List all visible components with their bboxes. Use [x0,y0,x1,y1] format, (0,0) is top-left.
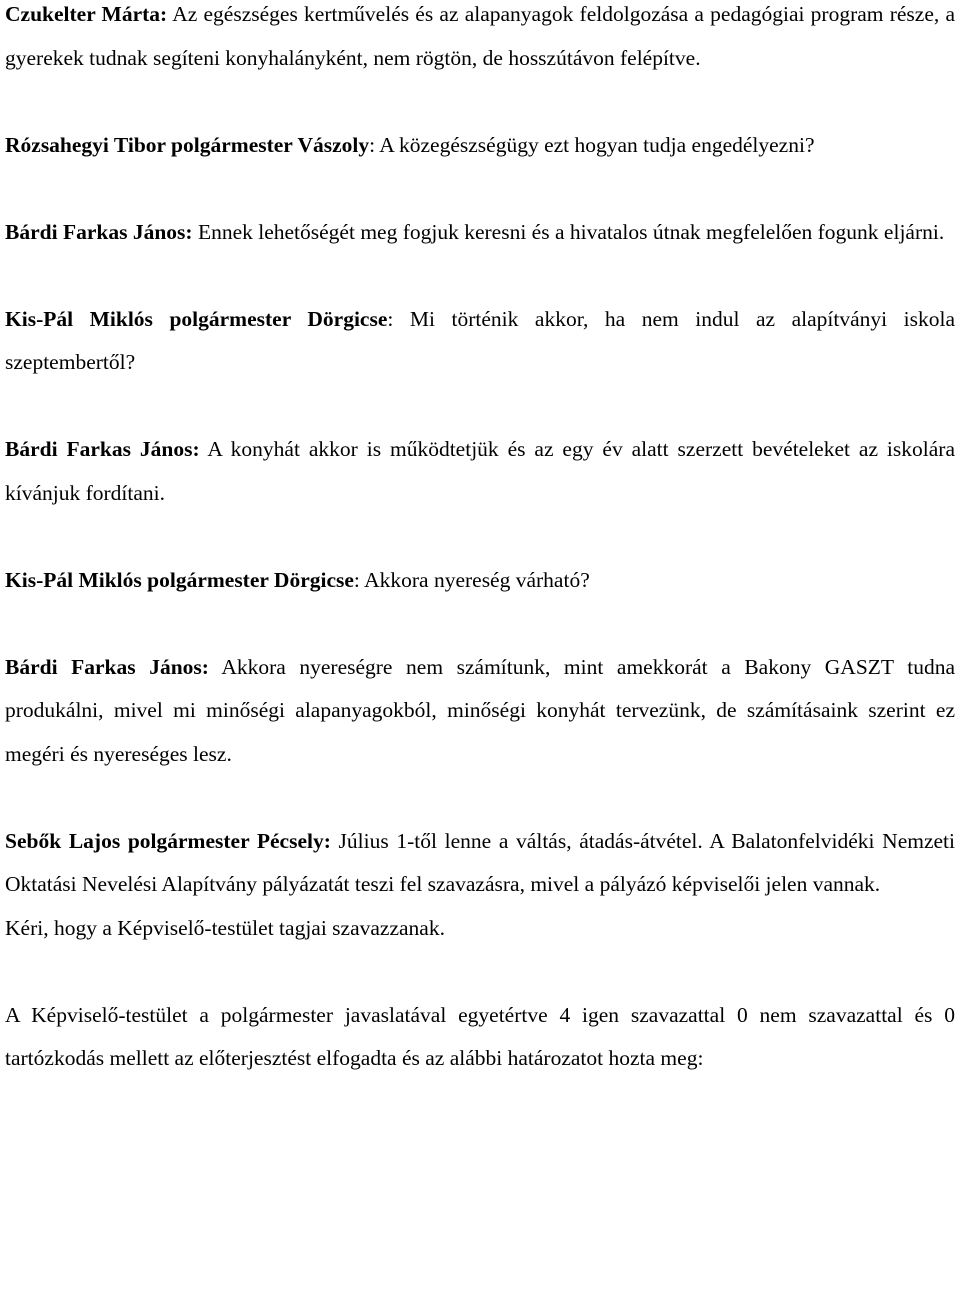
paragraph-text: Az egészséges kertművelés és az alapanyagok feldolgozása a pedagógiai program része, a gyerekek tudnak segíteni konyhalányként, nem rögtön, de hosszútávon felépítve. [5,2,955,70]
speaker-name: Kis-Pál Miklós polgármester Dörgicse [5,567,354,592]
paragraph-text: Akkora nyereségre nem számítunk, mint amekkorát a Bakony GASZT tudna produkálni, mivel mi minőségi alapanyagokból, minőségi konyhát tervezünk, de számításaink szerint ez megéri és nyereséges lesz. [5,654,955,766]
paragraph-resolution-intro [5,994,955,1081]
speaker-colon: : [387,306,394,331]
speaker-name: Bárdi Farkas János: [5,437,200,461]
paragraph-text: Akkora nyereség várható? [359,567,590,592]
paragraph-text: A Képviselő-testület a polgármester javaslatával egyetértve 4 igen szavazattal 0 nem szavazattal és 0 tartózkodás mellett az előterjesztést elfogadta és az alábbi határozatot hozta meg: [5,1002,955,1070]
speaker-name: Kis-Pál Miklós polgármester Dörgicse [5,306,388,331]
paragraph-sebok [5,820,955,907]
paragraph-text: Mi történik akkor, ha nem indul az alapítványi iskola szeptembertől? [5,306,955,374]
speaker-name: Sebők Lajos polgármester Pécsely: [5,828,331,853]
speaker-name: Bárdi Farkas János: [5,219,193,244]
paragraph-text: Kéri, hogy a Képviselő-testület tagjai szavazzanak. [5,915,445,940]
paragraph-bardi-1 [5,211,955,255]
paragraph-rozsahegyi [5,124,955,168]
speaker-name: Bárdi Farkas János: [5,654,209,679]
paragraph-kis-pal-1 [5,298,955,385]
paragraph-kis-pal-2 [5,559,955,603]
paragraph-voting-request [5,907,955,951]
speaker-colon: : [353,567,360,592]
paragraph-bardi-2 [5,428,955,515]
paragraph-czukelter [5,0,955,80]
paragraph-text: A közegészségügy ezt hogyan tudja engedélyezni? [375,132,815,157]
speaker-name: Rózsahegyi Tibor polgármester Vászoly [5,132,370,157]
paragraph-text: Július 1-től lenne a váltás, átadás-átvétel. A Balatonfelvidéki Nemzeti Oktatási Nevelési Alapítvány pályázatát teszi fel szavazásra, mivel a pályázó képviselői jelen vannak. [5,828,955,896]
paragraph-text: Ennek lehetőségét meg fogjuk keresni és a hivatalos útnak megfelelően fogunk eljárni. [192,219,945,244]
paragraph-bardi-3 [5,646,955,777]
speaker-name: Czukelter Márta: [5,2,168,26]
speaker-colon: : [369,132,376,157]
paragraph-text: A konyhát akkor is működtetjük és az egy év alatt szerzett bevételeket az iskolára kívánjuk fordítani. [5,437,955,505]
document-page [5,0,955,1291]
